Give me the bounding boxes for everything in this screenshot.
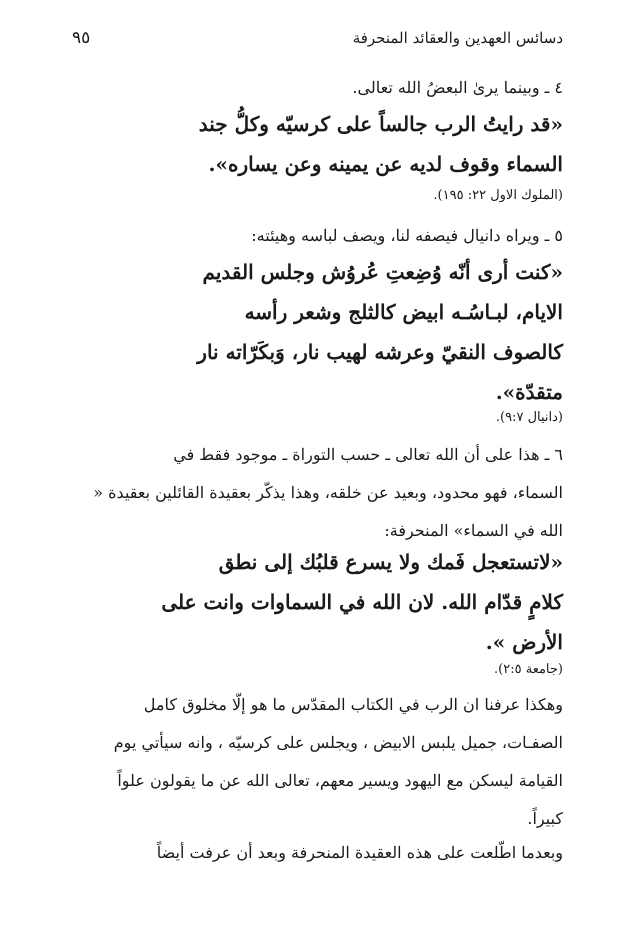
point-6-paragraph: ٦ ـ هذا على أن الله تعالى ـ حسب التوراة ـ موجود فقط في السماء، فهو محدود، وبعيد عن خلقه، وهذا يذكّر بعقيدة القائلين بعقيدة « الله في السماء» المنحرفة: <box>93 445 563 540</box>
page-number: ٩٥ <box>72 28 91 48</box>
conclusion-paragraph: وهكذا عرفنا ان الرب في الكتاب المقدّس ما هو إلّا مخلوق كامل الصفـات، جميل يلبس الابيض ، ويجلس على كرسيّه ، وانه سيأتي يوم القيامة ليسكن مع اليهود ويسير معهم، تعالى الله عن ما يقولون علواً كبيراً. <box>113 695 563 828</box>
reference-kings: (الملوك الاول ٢٢: ١٩٥). <box>433 188 563 203</box>
quote-line: الايام، لبـاسُـه ابيض كالثلج وشعر رأسه <box>244 300 563 324</box>
running-header <box>72 28 563 52</box>
point-4-intro: ٤ ـ وبينما يرىٰ البعضُ الله تعالى. <box>352 78 563 97</box>
reference-ecclesiastes: (جامعة ٢:٥). <box>494 662 563 677</box>
quote-line: السماء وقوف لديه عن يمينه وعن يساره». <box>208 152 563 176</box>
quote-daniel <box>40 252 563 412</box>
quote-line: الأرض ». <box>485 630 563 654</box>
reference-daniel: (دانيال ٩:٧). <box>495 410 563 425</box>
quote-line: «قد رايتُ الرب جالساً على كرسيّه وكلُّ جند <box>198 112 563 136</box>
quote-line: كالصوف النقيّ وعرشه لهيب نار، وَبكَرّاته نار <box>197 340 563 364</box>
quote-line: «كنت أرى أنّه وُضِعتِ عُروُش وجلس القديم <box>202 260 563 284</box>
quote-line: كلامٍ قدّام الله. لان الله في السماوات وانت على <box>161 590 563 614</box>
quote-line: «لاتستعجل فَمك ولا يسرع قلبُك إلى نطق <box>218 550 563 574</box>
running-title: دسائس العهدين والعقائد المنحرفة <box>352 29 563 47</box>
quote-kings <box>40 104 563 184</box>
point-5-intro: ٥ ـ ويراه دانيال فيصفه لنا، ويصف لباسه وهيئته: <box>251 226 563 245</box>
quote-ecclesiastes <box>40 542 563 662</box>
final-paragraph: وبعدما اطّلعت على هذه العقيدة المنحرفة وبعد أن عرفت أيضاً <box>156 843 563 862</box>
quote-line: متقدّة». <box>495 380 563 404</box>
